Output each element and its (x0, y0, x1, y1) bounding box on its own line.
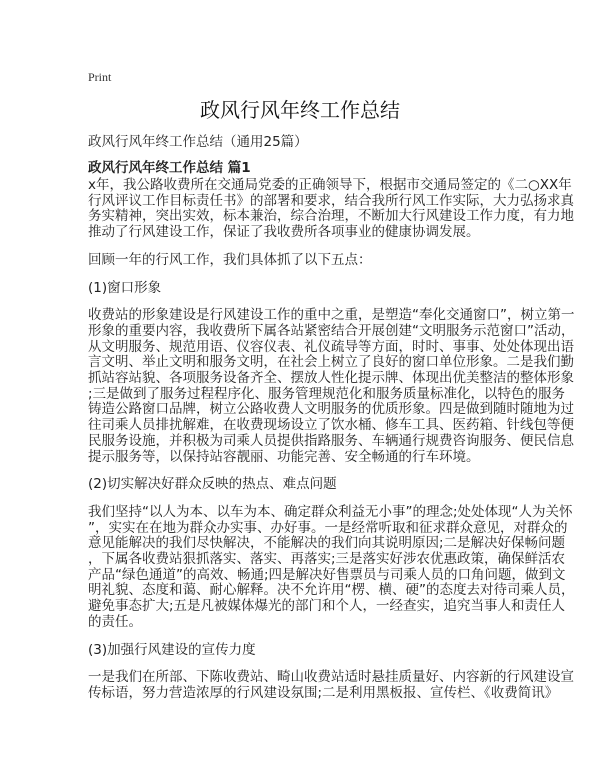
paragraph (88, 669, 574, 701)
document-subtitle: 政风行风年终工作总结（通用25篇） (88, 134, 308, 150)
paragraph-line: 意见能解决的我们尽快解决，不能解决的我们向其说明原因;二是解决好保畅问题 (88, 535, 566, 552)
paragraph-line: ，下属各收费站狠抓落实、落实、再落实;三是落实好涉农优惠政策，确保鲜活农 (88, 551, 566, 568)
paragraph-line: 言文明、举止文明和服务文明，在社会上树立了良好的窗口单位形象。二是我们勤 (88, 354, 574, 371)
paragraph-line: ”，实实在在地为群众办实事、办好事。一是经常听取和征求群众意见，对群众的 (88, 519, 568, 536)
paragraph (88, 177, 574, 241)
paragraph-line: 的责任。 (88, 613, 142, 630)
paragraph-line: (2)切实解决好群众反映的热点、难点问题 (88, 476, 337, 493)
paragraph-line: 从文明服务、规范用语、仪容仪表、礼仪疏导等方面，时时、事事、处处体现出语 (88, 338, 574, 355)
paragraph-line: 明礼貌、态度和蔼、耐心解释。决不允许用“楞、横、硬”的态度去对待司乘人员， (88, 582, 575, 599)
paragraph-line: 抓站容站貌、各项服务设备齐全、摆放人性化提示牌、体现出优美整洁的整体形象 (88, 370, 574, 387)
paragraph-line: 提示服务等，以保持站容靓丽、功能完善、安全畅通的行车环境。 (88, 448, 480, 465)
paragraph-line: 产品“绿色通道”的高效、畅通;四是解决好售票员与司乘人员的口角问题，做到文 (88, 566, 566, 583)
print-link[interactable]: Print (88, 70, 112, 84)
paragraph-line: 收费站的形象建设是行风建设工作的重中之重，是塑造“奉化交通窗口”，树立第一 (88, 307, 575, 324)
paragraph-line: 一是我们在所部、下陈收费站、畸山收费站适时悬挂质量好、内容新的行风建设宣 (88, 669, 574, 686)
paragraph-line: 务实精神，突出实效，标本兼治，综合治理，不断加大行风建设工作力度，有力地 (88, 208, 574, 225)
paragraph-line: 民服务设施，并积极为司乘人员提供指路服务、车辆通行规费咨询服务、便民信息 (88, 432, 574, 449)
paragraph-line: x年，我公路收费所在交通局党委的正确领导下，根据市交通局签定的《二○XX年 (88, 177, 572, 193)
paragraph (88, 281, 518, 297)
paragraph-line: 形象的重要内容，我收费所下属各站紧密结合开展创建“文明服务示范窗口”活动， (88, 322, 575, 339)
document-body (88, 177, 575, 714)
paragraph (88, 643, 518, 659)
paragraph-line: 行风评议工作目标责任书》的部署和要求，结合我所行风工作实际，大力弘扬求真 (88, 192, 574, 209)
paragraph-line: 推动了行风建设工作，保证了我收费所各项事业的健康协调发展。 (88, 224, 480, 241)
paragraph-line: 避免事态扩大;五是凡被媒体爆光的部门和个人，一经查实，追究当事人和责任人 (88, 598, 566, 615)
paragraph-line: 铸造公路窗口品牌，树立公路收费人文明服务的优质形象。四是做到随时随地为过 (88, 401, 574, 418)
section-heading: 政风行风年终工作总结 篇1 (88, 160, 251, 176)
paragraph (88, 503, 575, 631)
paragraph (88, 307, 575, 465)
paragraph-line: 往司乘人员排扰解难，在收费现场设立了饮水桶、修车工具、医药箱、针线包等便 (88, 417, 574, 434)
document-title: 政风行风年终工作总结 (200, 98, 400, 122)
paragraph-line: (3)加强行风建设的宣传力度 (88, 641, 256, 658)
paragraph-line: 传标语，努力营造浓厚的行风建设氛围;二是利用黑板报、宣传栏、《收费简讯》 (88, 684, 559, 701)
paragraph (88, 253, 518, 269)
paragraph (88, 477, 518, 493)
paragraph-line: ;三是做到了服务过程程序化、服务管理规范化和服务质量标准化，以特色的服务 (88, 385, 566, 402)
paragraph-line: 回顾一年的行风工作，我们具体抓了以下五点： (88, 251, 372, 268)
paragraph-line: (1)窗口形象 (88, 279, 162, 296)
paragraph-line: 我们坚持“以人为本、以车为本、确定群众利益无小事”的理念;处处体现“人为关怀 (88, 503, 573, 520)
